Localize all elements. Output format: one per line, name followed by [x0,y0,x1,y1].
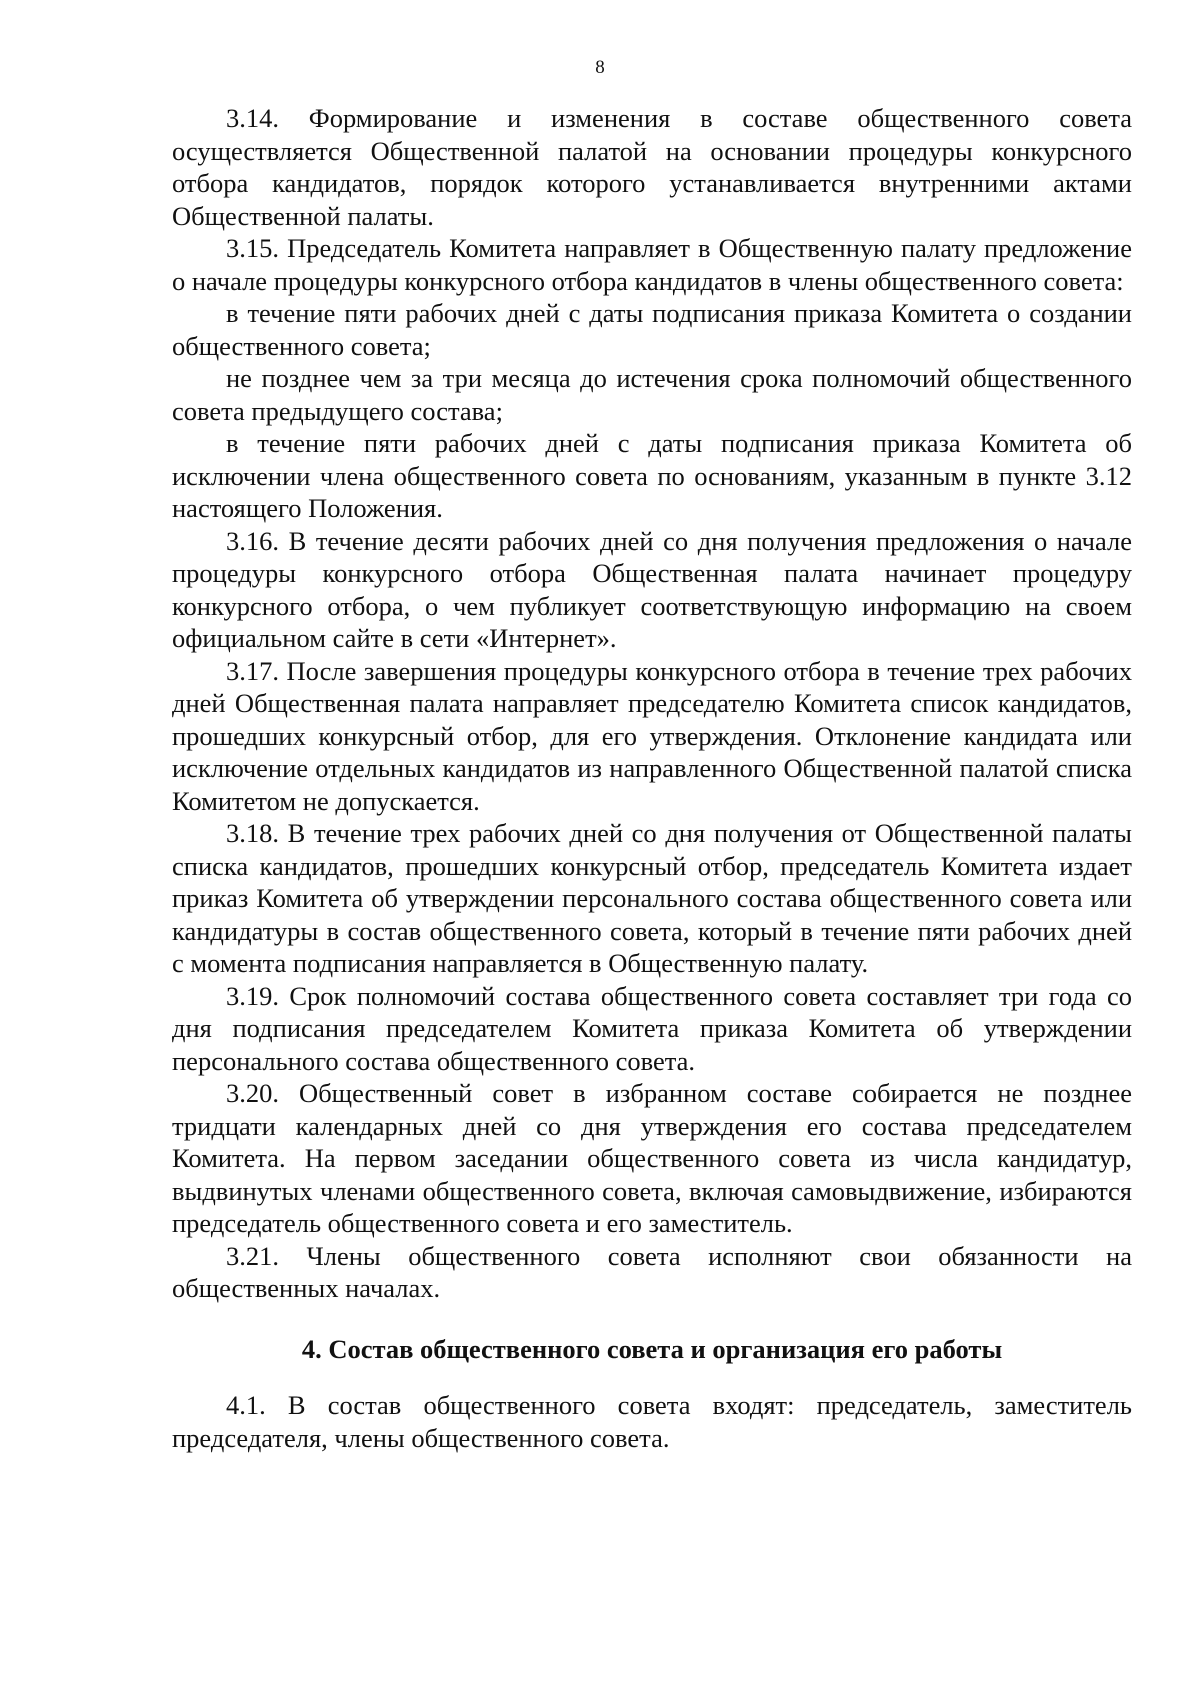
paragraph-3-15-item-1: в течение пяти рабочих дней с даты подписания приказа Комитета о создании общественного совета; [172,298,1132,361]
paragraph-3-16: 3.16. В течение десяти рабочих дней со дня получения предложения о начале процедуры конкурсного отбора Общественная палата начинает процедуру конкурсного отбора, о чем публикует соответствующую информацию на своем официальном сайте в сети «Интернет». [172,525,1132,653]
paragraph-3-19: 3.19. Срок полномочий состава общественного совета составляет три года со дня подписания председателем Комитета приказа Комитета об утверждении персонального состава общественного совета. [172,980,1132,1076]
paragraph-3-15-item-3: в течение пяти рабочих дней с даты подписания приказа Комитета об исключении члена общественного совета по основаниям, указанным в пункте 3.12 настоящего Положения. [172,428,1132,523]
paragraph-3-20: 3.20. Общественный совет в избранном составе собирается не позднее тридцати календарных дней со дня утверждения его состава председателем Комитета. На первом заседании общественного совета из числа кандидатур, выдвинутых членами общественного совета, включая самовыдвижение, избираются председатель общественного совета и его заместитель. [172,1078,1132,1238]
paragraph-3-21: 3.21. Члены общественного совета исполняют свои обязанности на общественных началах. [172,1240,1132,1303]
page-number: 8 [595,57,605,78]
paragraph-3-15: 3.15. Председатель Комитета направляет в Общественную палату предложение о начале процедуры конкурсного отбора кандидатов в члены общественного совета: [172,233,1132,296]
paragraph-3-18: 3.18. В течение трех рабочих дней со дня получения от Общественной палаты списка кандидатов, прошедших конкурсный отбор, председатель Комитета издает приказ Комитета об утверждении персонального состава общественного совета или кандидатуры в состав общественного совета, который в течение пяти рабочих дней с момента подписания направляется в Общественную палату. [172,818,1132,978]
paragraph-3-15-item-2: не позднее чем за три месяца до истечения срока полномочий общественного совета предыдущего состава; [172,363,1132,426]
section-heading: 4. Состав общественного совета и организация его работы [301,1333,1003,1364]
paragraph-3-14: 3.14. Формирование и изменения в составе общественного совета осуществляется Общественной палатой на основании процедуры конкурсного отбора кандидатов, порядок которого устанавливается внутренними актами Общественной палаты. [172,103,1132,231]
paragraph-4-1: 4.1. В состав общественного совета входят: председатель, заместитель председателя, члены общественного совета. [172,1390,1132,1453]
document-body [172,102,1132,1454]
paragraph-3-17: 3.17. После завершения процедуры конкурсного отбора в течение трех рабочих дней Общественная палата направляет председателю Комитета список кандидатов, прошедших конкурсный отбор, для его утверждения. Отклонение кандидата или исключение отдельных кандидатов из направленного Общественной палатой списка Комитетом не допускается. [172,655,1132,816]
